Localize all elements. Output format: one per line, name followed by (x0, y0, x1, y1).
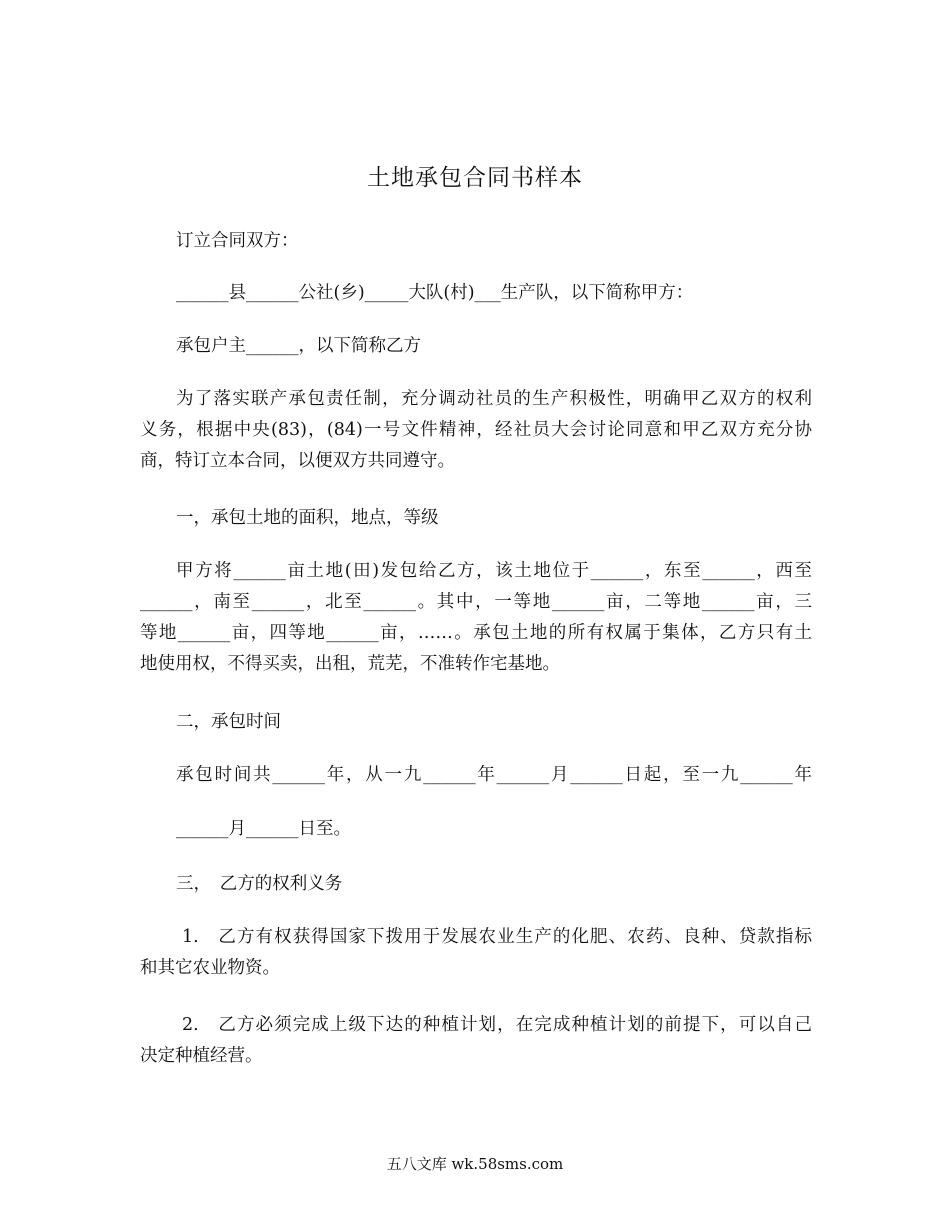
section1-paragraph (140, 556, 812, 680)
preamble-line-1: 为了落实联产承包责任制，充分调动社员的生产积极性，明确甲乙双方的权利 (176, 389, 812, 409)
party-b-line (140, 331, 848, 362)
section1-line-3: 等地______亩，四等地______亩，……。承包土地的所有权属于集体，乙方只有土 (140, 623, 812, 643)
parties-heading-text: 订立合同双方： (176, 231, 299, 251)
preamble-line-2: 义务，根据中央(83)，(84)一号文件精神，经社员大会讨论同意和甲乙双方充分协 (140, 420, 812, 440)
section3-heading-text: 三， 乙方的权利义务 (176, 874, 343, 894)
page-footer: 五八文库 wk.58sms.com (386, 1155, 564, 1173)
section2-line-1-block (140, 760, 812, 791)
section1-line-4: 地使用权，不得买卖，出租，荒芜，不准转作宅基地。 (140, 654, 560, 674)
section3-item-1 (140, 922, 812, 984)
party-a-text: ______县______公社(乡)_____大队(村)___生产队，以下简称甲方： (176, 283, 694, 303)
section1-line-2: ______，南至______，北至______。其中，一等地______亩，二等地______亩，三 (140, 592, 812, 612)
party-b-text: 承包户主______，以下简称乙方 (176, 336, 421, 356)
section1-heading-text: 一，承包土地的面积，地点，等级 (176, 508, 439, 528)
section2-line-2-block (140, 814, 848, 845)
section2-heading (140, 707, 848, 738)
section2-line-1: 承包时间共______年，从一九______年______月______日起，至一九______年 (176, 765, 812, 785)
preamble-line-3: 商，特订立本合同，以便双方共同遵守。 (140, 451, 455, 471)
parties-heading (140, 226, 848, 257)
section3-item-1-line-2: 和其它农业物资。 (140, 958, 280, 978)
section3-heading (140, 869, 848, 900)
section3-item-2 (140, 1010, 812, 1072)
section1-line-1: 甲方将______亩土地(田)发包给乙方，该土地位于______，东至______，西至 (176, 561, 812, 581)
section3-item-2-line-1: 2. 乙方必须完成上级下达的种植计划，在完成种植计划的前提下，可以自己 (182, 1015, 812, 1035)
section3-item-2-line-2: 决定种植经营。 (140, 1046, 263, 1066)
preamble-paragraph (140, 384, 812, 477)
page-title: 土地承包合同书样本 (367, 165, 583, 191)
party-a-line (140, 278, 848, 309)
section1-heading (140, 503, 848, 534)
section2-line-2: ______月______日至。 (176, 819, 351, 839)
section3-item-1-line-1: 1. 乙方有权获得国家下拨用于发展农业生产的化肥、农药、良种、贷款指标 (182, 927, 812, 947)
section2-heading-text: 二，承包时间 (176, 712, 281, 732)
